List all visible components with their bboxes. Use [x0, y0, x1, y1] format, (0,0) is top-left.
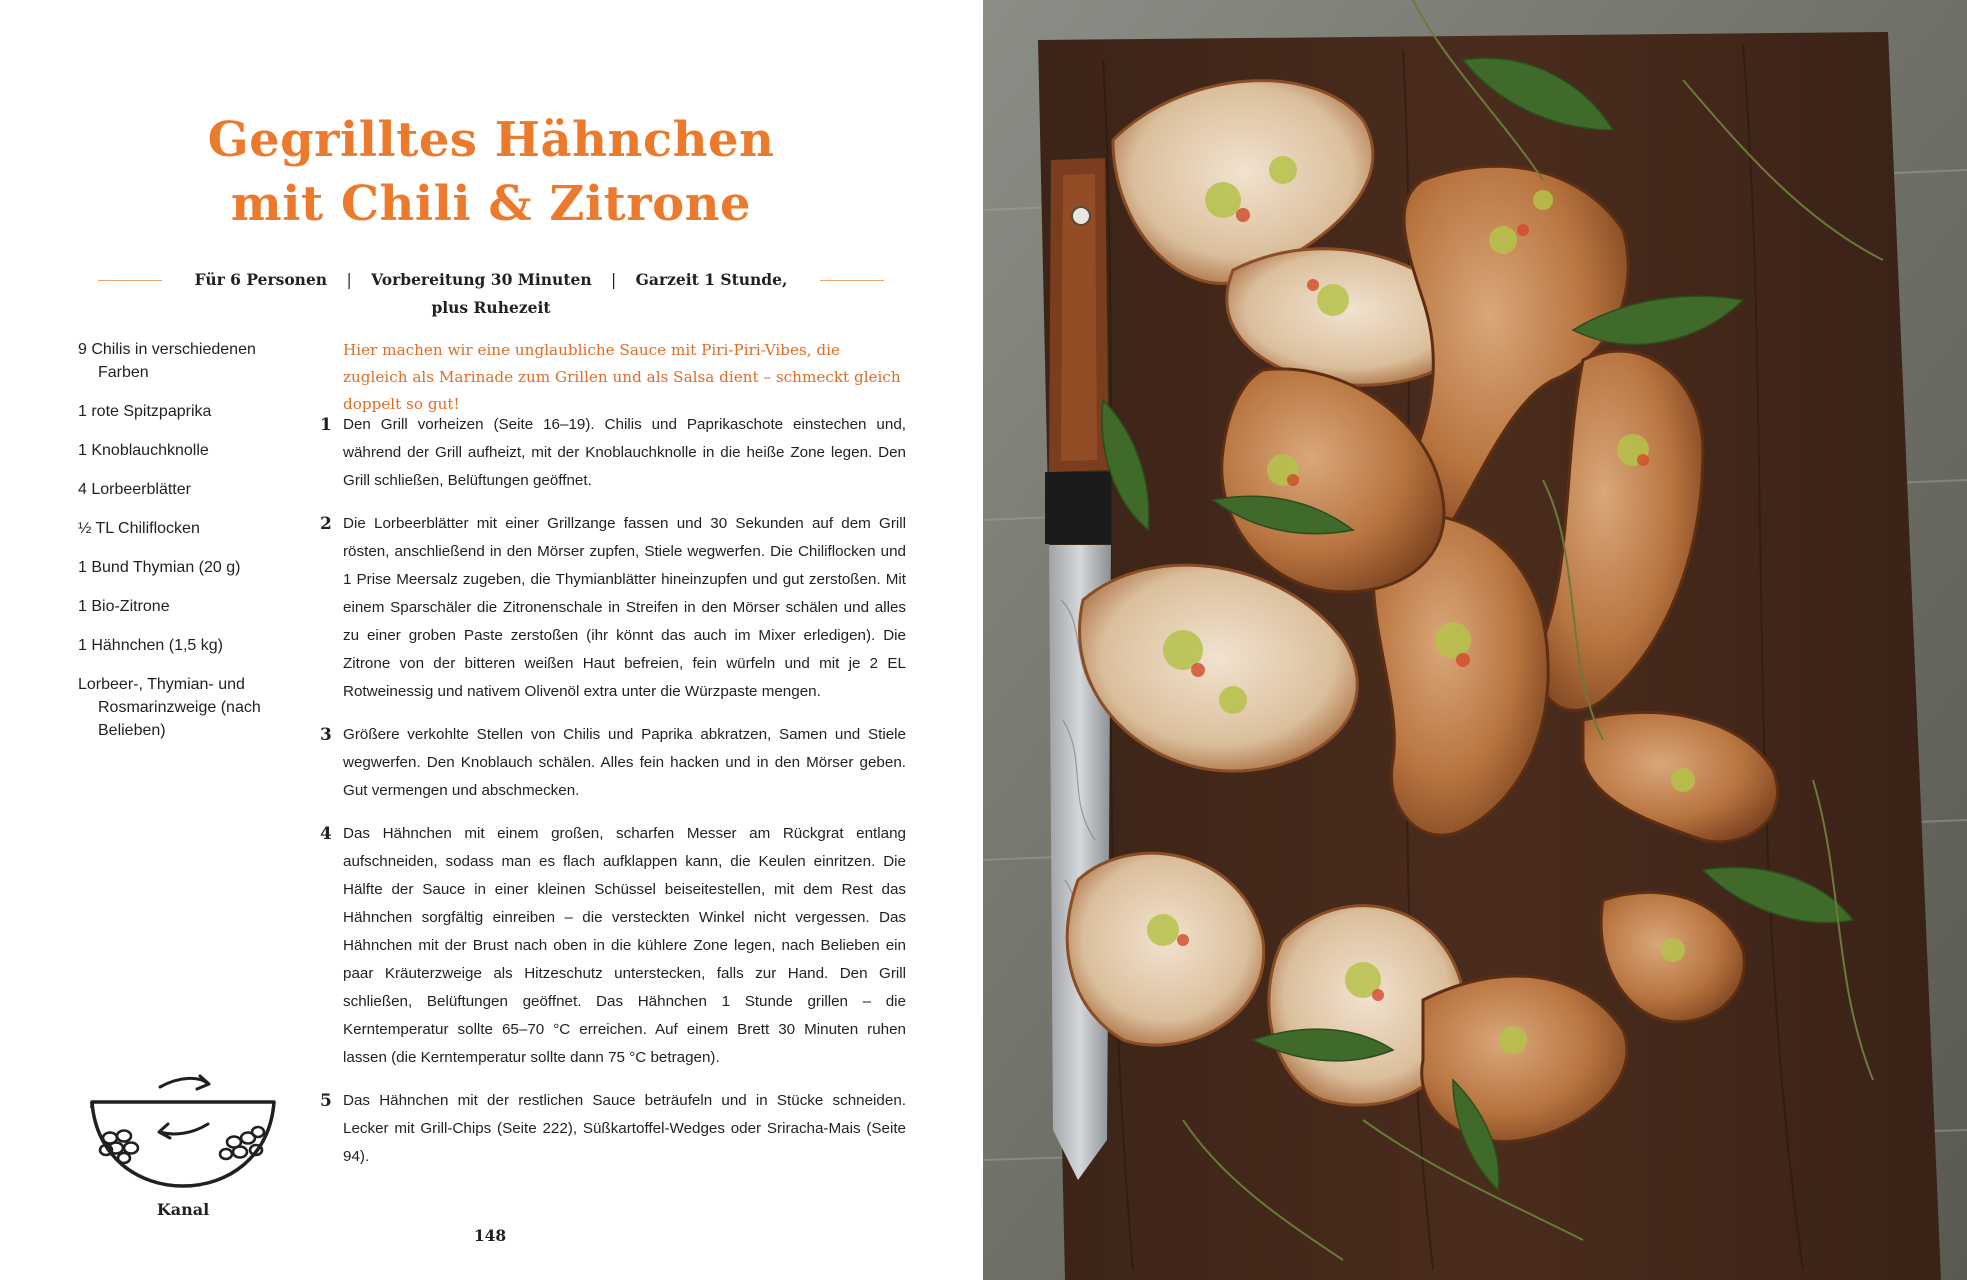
cook-time: Garzeit 1 Stunde, plus Ruhezeit [431, 270, 788, 317]
ingredient-item: 9 Chilis in verschiedenen Farben [78, 341, 256, 381]
grill-method-label: Kanal [156, 1200, 210, 1219]
step-text: Den Grill vorheizen (Seite 16–19). Chilis und Paprikaschote einstechen und, während der Grill aufheizt, mit der Knoblauchknolle in die heiße Zone legen. Den Grill schließen, Belüftungen geöffnet. [343, 416, 906, 489]
step-text: Das Hähnchen mit der restlichen Sauce beträufeln und in Stücke schneiden. Lecker mit Grill-Chips (Seite 222), Süßkartoffel-Wedges oder Sriracha-Mais (Seite 94). [343, 1092, 906, 1165]
step-number: 4 [320, 824, 332, 844]
meta-items [178, 266, 804, 322]
step-text: Das Hähnchen mit einem großen, scharfen Messer am Rückgrat entlang aufschneiden, sodass man es flach aufklappen kann, die Keulen einritzen. Die Hälfte der Sauce in einer kleinen Schüssel beiseitestellen, mit dem Rest das Hähnchen sorgfältig einreiben – die versteckten Winkel nicht vergessen. Das Hähnchen mit der Brust nach oben in die kühlere Zone legen, nach Belieben ein paar Kräuterzweige als Hitzeschutz unterstecken, falls zur Hand. Den Grill schließen, Belüftungen geöffnet. Das Hähnchen 1 Stunde grillen – die Kerntemperatur sollte 65–70 °C erreichen. Auf einem Brett 30 Minuten ruhen lassen (die Kerntemperatur sollte dann 75 °C betragen). [343, 825, 906, 1066]
method-steps [320, 411, 906, 1186]
step-number: 3 [320, 725, 332, 745]
servings: Für 6 Personen [194, 270, 328, 289]
meta-rule-left [98, 280, 162, 281]
recipe-meta-bar [98, 266, 884, 317]
ingredient-item: 1 Knoblauchknolle [78, 442, 209, 459]
step-text: Größere verkohlte Stellen von Chilis und Paprika abkratzen, Samen und Stiele wegwerfen. Den Knoblauch schälen. Alles fein hacken und in den Mörser geben. Gut vermengen und abschmecken. [343, 726, 906, 799]
ingredient-item: ½ TL Chiliflocken [78, 520, 200, 537]
meta-rule-right [820, 280, 884, 281]
ingredient-item: 4 Lorbeerblätter [78, 481, 191, 498]
recipe-title [0, 108, 982, 236]
method-step [320, 1087, 906, 1171]
recipe-intro: Hier machen wir eine unglaubliche Sauce mit Piri-Piri-Vibes, die zugleich als Marinade zum Grillen und als Salsa dient – schmeckt gleich doppelt so gut! [343, 341, 901, 413]
left-page [0, 0, 982, 1280]
step-text: Die Lorbeerblätter mit einer Grillzange fassen und 30 Sekunden auf dem Grill rösten, anschließend in den Mörser zupfen, Stiele wegwerfen. Die Chiliflocken und 1 Prise Meersalz zugeben, die Thymianblätter hineinzupfen und gut zerstoßen. Mit einem Sparschäler die Zitronenschale in Streifen in den Mörser schälen und alles zu einer groben Paste zerstoßen (ihr könnt das auch im Mixer erledigen). Die Zitrone von der bitteren weißen Haut befreien, fein würfeln und mit je 2 EL Rotweinessig und nativem Olivenöl extra unter die Würzpaste mengen. [343, 515, 906, 700]
step-number: 1 [320, 415, 332, 435]
meta-separator: | [346, 271, 352, 289]
ingredient-item: 1 Bund Thymian (20 g) [78, 559, 241, 576]
meta-separator: | [611, 271, 617, 289]
method-step [320, 721, 906, 805]
grilled-chicken-photo [983, 0, 1967, 1280]
prep-time: Vorbereitung 30 Minuten [371, 270, 592, 289]
ingredient-item: 1 Hähnchen (1,5 kg) [78, 637, 223, 654]
method-step [320, 411, 906, 495]
kettle-grill-channel-icon [88, 1062, 278, 1192]
ingredient-list [78, 338, 298, 758]
ingredient-item: Lorbeer-, Thymian- und Rosmarinzweige (nach Belieben) [78, 676, 261, 739]
recipe-photo [983, 0, 1967, 1280]
recipe-title-line-1: Gegrilltes Hähnchen [207, 112, 775, 168]
method-step [320, 820, 906, 1072]
ingredient-item: 1 Bio-Zitrone [78, 598, 170, 615]
step-number: 2 [320, 514, 332, 534]
ingredient-item: 1 rote Spitzpaprika [78, 403, 212, 420]
method-step [320, 510, 906, 706]
recipe-title-line-2: mit Chili & Zitrone [230, 176, 752, 232]
page-number: 148 [473, 1226, 507, 1245]
step-number: 5 [320, 1091, 332, 1111]
